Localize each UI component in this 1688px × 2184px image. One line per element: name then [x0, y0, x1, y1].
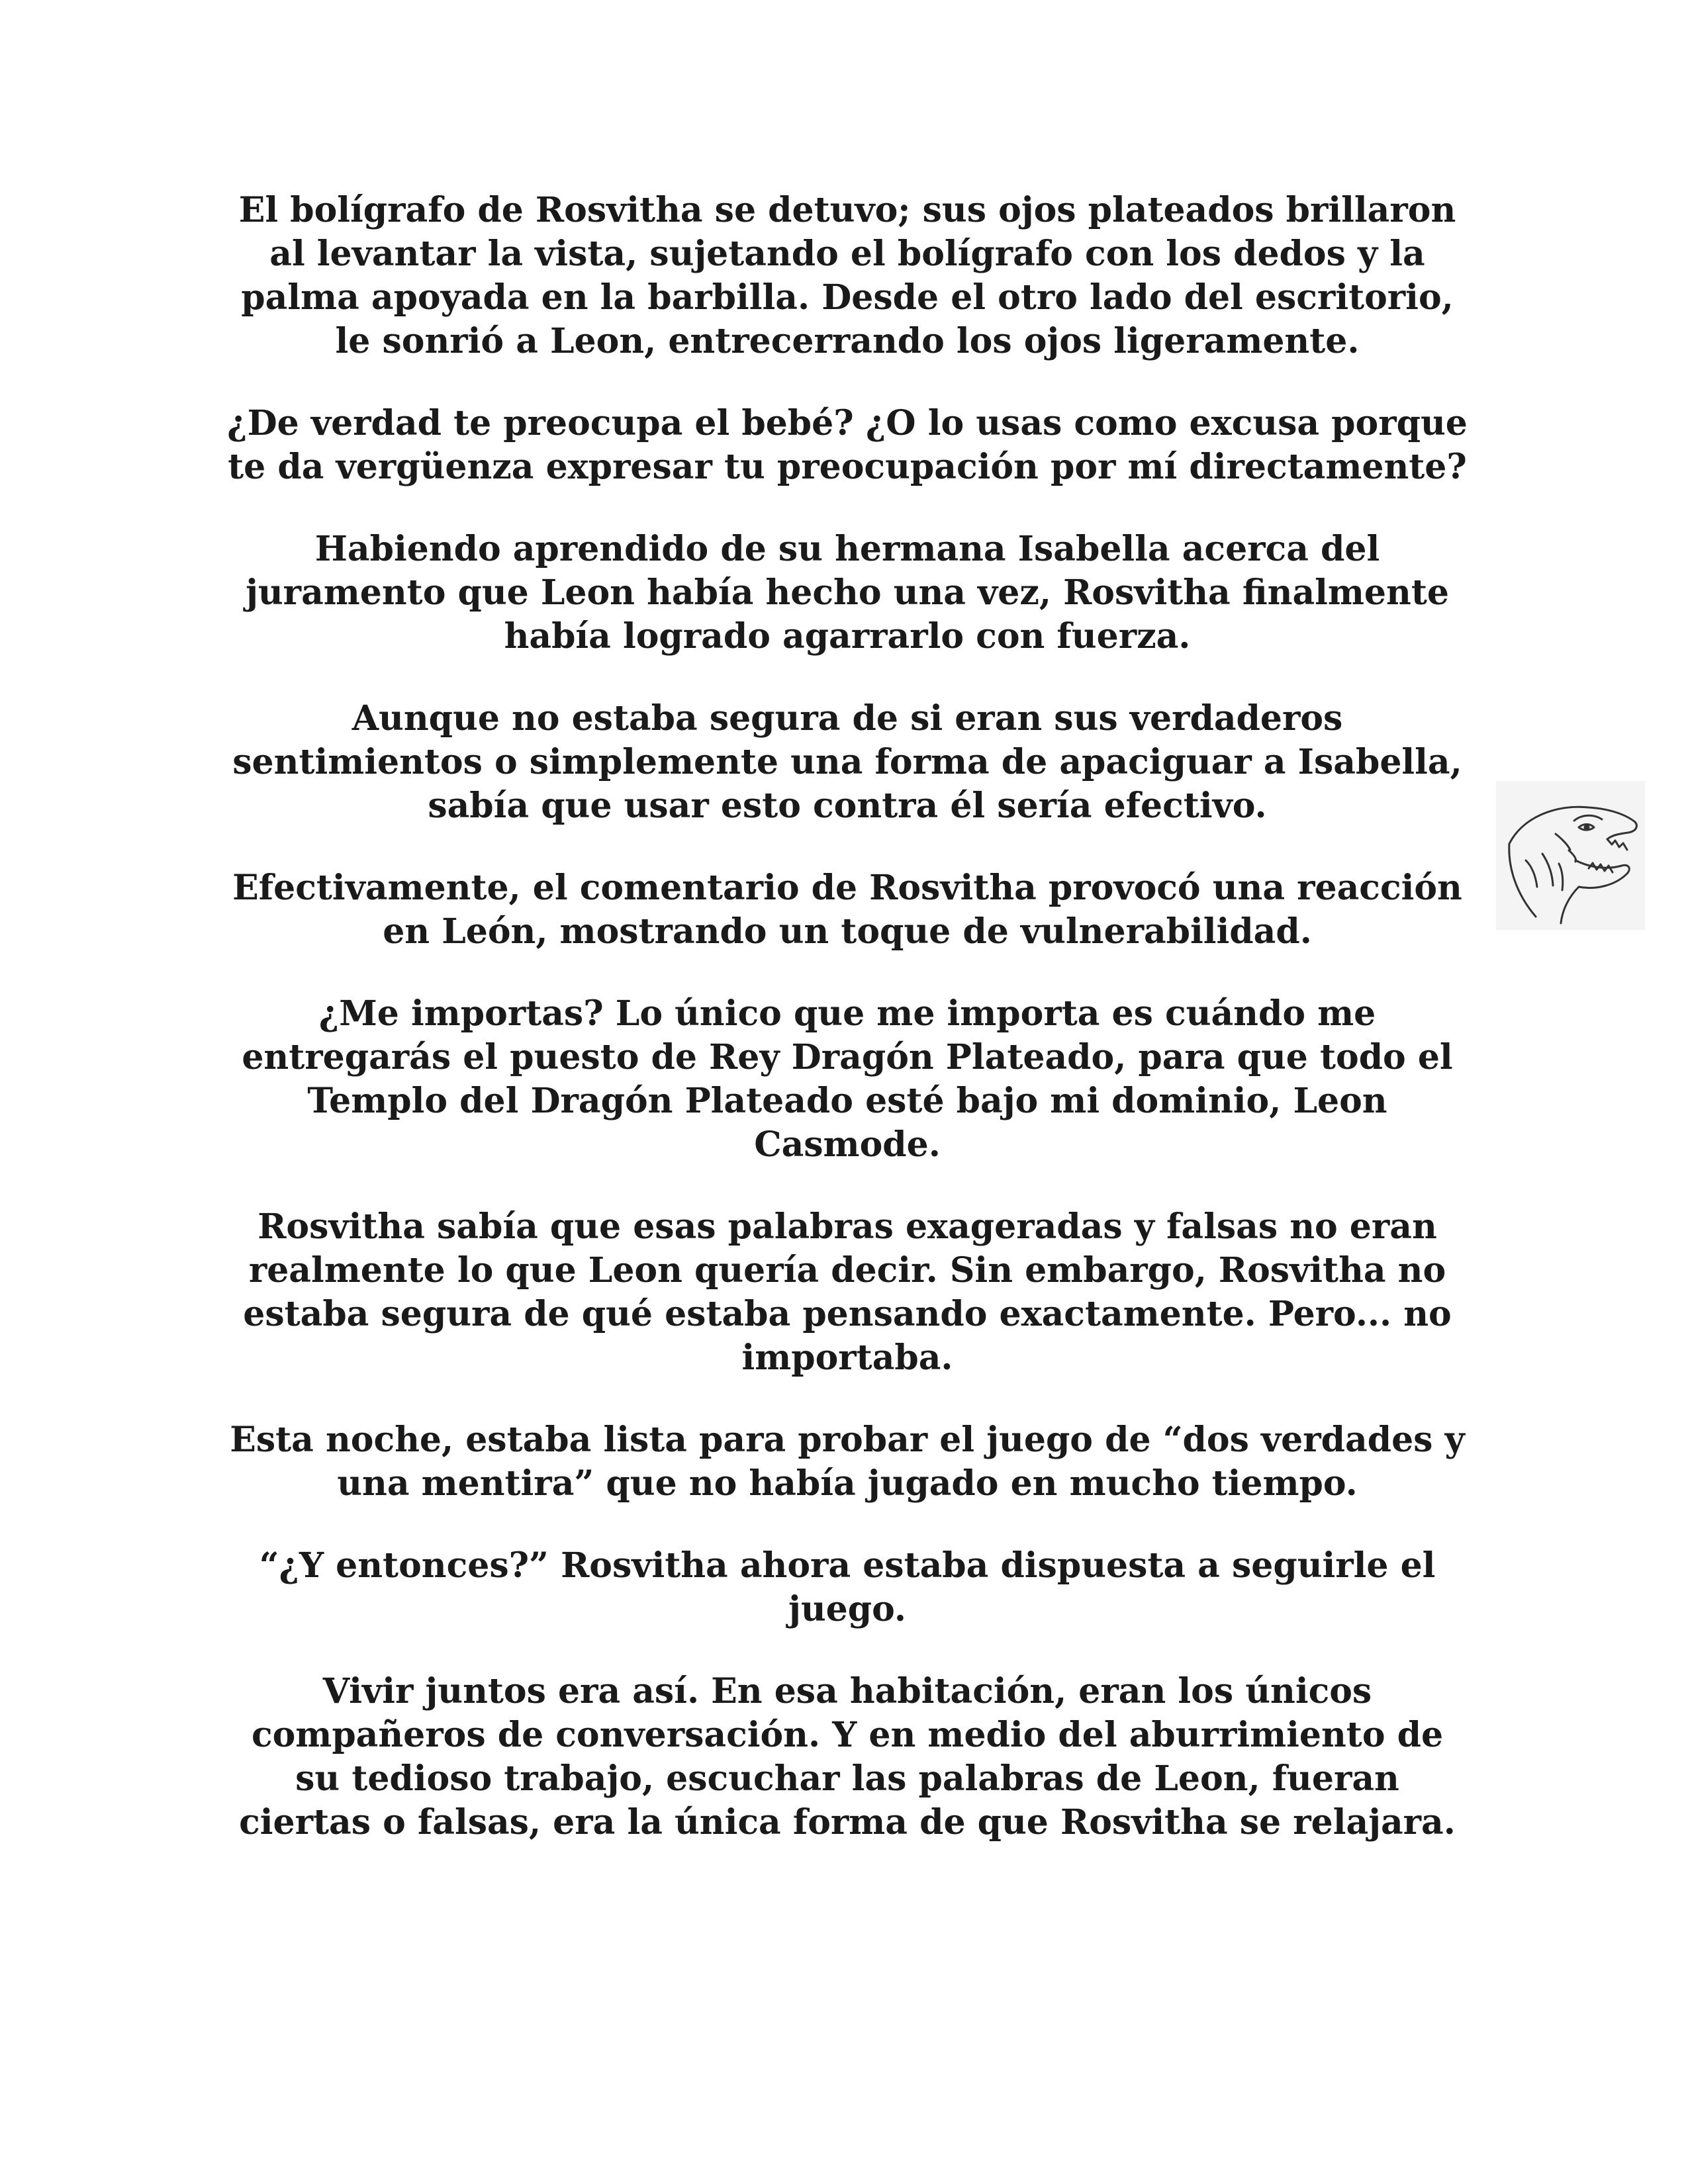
paragraph-9: “¿Y entonces?” Rosvitha ahora estaba dispuesta a seguirle el juego. [259, 1545, 1436, 1629]
paragraph-6: ¿Me importas? Lo único que me importa es cuándo me entregarás el puesto de Rey Dragón Plateado, para que todo el Templo del Dragón Plateado esté bajo mi dominio, Leon Casmode. [242, 993, 1453, 1165]
paragraph-2: ¿De verdad te preocupa el bebé? ¿O lo usas como excusa porque te da vergüenza expresar tu preocupación por mí directamente? [227, 403, 1468, 487]
paragraph-8: Esta noche, estaba lista para probar el juego de “dos verdades y una mentira” que no había jugado en mucho tiempo. [230, 1420, 1465, 1504]
dinosaur-head-icon [1496, 781, 1645, 930]
paragraph-4: Aunque no estaba segura de si eran sus verdaderos sentimientos o simplemente una forma de apaciguar a Isabella, sabía que usar esto contra él sería efectivo. [232, 698, 1462, 826]
body-text [225, 189, 1470, 1883]
paragraph-5: Efectivamente, el comentario de Rosvitha provocó una reacción en León, mostrando un toque de vulnerabilidad. [232, 868, 1462, 952]
paragraph-1: El bolígrafo de Rosvitha se detuvo; sus ojos plateados brillaron al levantar la vista, sujetando el bolígrafo con los dedos y la palma apoyada en la barbilla. Desde el otro lado del escritorio, le sonrió a Leon, entrecerrando los ojos ligeramente. [238, 190, 1456, 361]
paragraph-10: Vivir juntos era así. En esa habitación, eran los únicos compañeros de conversación. Y en medio del aburrimiento de su tedioso trabajo, escuchar las palabras de Leon, fueran ciertas o falsas, era la única forma de que Rosvitha se relajara. [239, 1671, 1456, 1843]
paragraph-3: Habiendo aprendido de su hermana Isabella acerca del juramento que Leon había hecho una vez, Rosvitha finalmente había logrado agarrarlo con fuerza. [246, 529, 1449, 657]
paragraph-7: Rosvitha sabía que esas palabras exageradas y falsas no eran realmente lo que Leon quería decir. Sin embargo, Rosvitha no estaba segura de qué estaba pensando exactamente. Pero... no importaba. [243, 1206, 1452, 1378]
